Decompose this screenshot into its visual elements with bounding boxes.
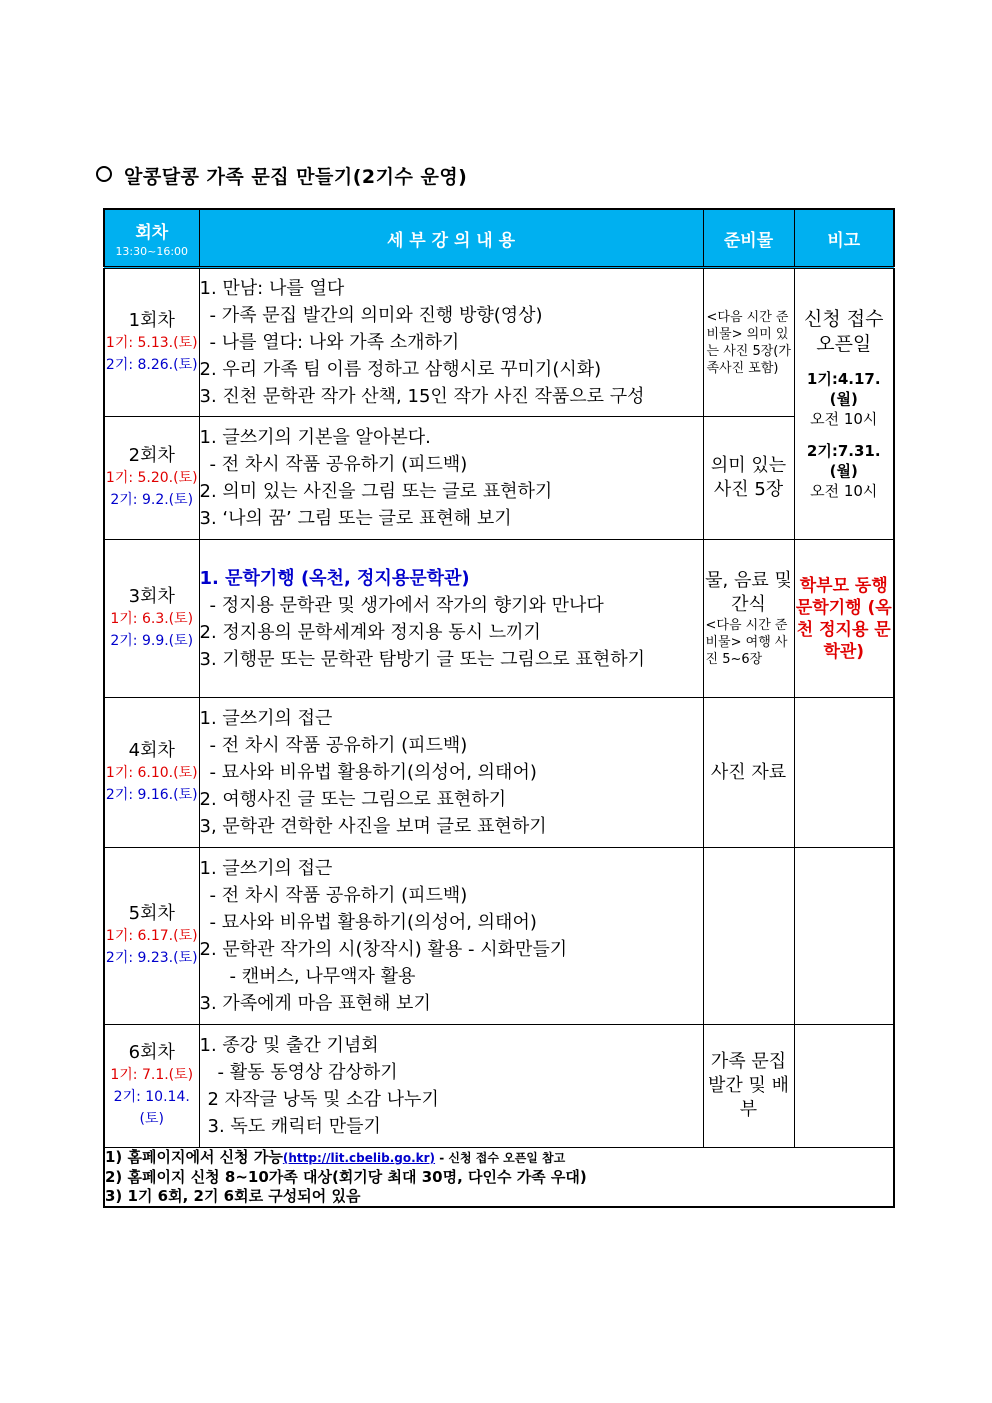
schedule-table xyxy=(103,208,895,1208)
content-line: 1. 종강 및 출간 기념회 xyxy=(199,1035,379,1056)
prep-cell: <다음 시간 준비물> 의미 있는 사진 5장(가족사진 포함) xyxy=(703,268,794,417)
note-cell xyxy=(794,698,894,848)
session-cell xyxy=(104,848,199,1025)
table-row xyxy=(104,848,894,1025)
footer-line-1-text: 1) 홈페이지에서 신청 가능 xyxy=(105,1148,283,1166)
content-line: 1. 만남: 나를 열다 xyxy=(199,278,345,299)
prep-main: 물, 음료 및 간식 xyxy=(705,570,792,615)
open-time-second: 오전 10시 xyxy=(810,482,878,500)
table-row xyxy=(104,1025,894,1148)
table-header-row xyxy=(104,209,894,268)
content-line: 3, 문학관 견학한 사진을 보며 글로 표현하기 xyxy=(199,816,547,837)
content-line: - 정지용 문학관 및 생가에서 작가의 향기와 만나다 xyxy=(209,594,604,616)
session-second-date: 2기: 9.23.(토) xyxy=(105,950,198,966)
note-red: 학부모 동행 문학기행 (옥천 정지용 문학관) xyxy=(795,575,892,662)
content-cell xyxy=(199,848,703,1025)
page-title xyxy=(96,162,467,189)
session-second-date: 2기: 10.14.(토) xyxy=(113,1089,190,1127)
footer-line-2: 2) 홈페이지 신청 8~10가족 대상(회기당 최대 30명, 다인수 가족 우대) xyxy=(105,1168,587,1186)
prep-cell xyxy=(703,848,794,1025)
table-footer-row xyxy=(104,1148,894,1208)
session-first-date: 1기: 5.13.(토) xyxy=(105,334,198,351)
content-cell xyxy=(199,268,703,417)
footer-line-1-note: - 신청 접수 오픈일 참고 xyxy=(435,1151,566,1165)
page-title-text: 알콩달콩 가족 문집 만들기(2기수 운영) xyxy=(124,166,468,188)
session-cell xyxy=(104,698,199,848)
table-row xyxy=(104,540,894,698)
content-line: 2 자작글 낭독 및 소감 나누기 xyxy=(207,1089,439,1110)
content-line: - 전 차시 작품 공유하기 (피드백) xyxy=(209,735,468,756)
content-line: 2. 여행사진 글 또는 그림으로 표현하기 xyxy=(199,789,507,810)
header-session-label: 회차 xyxy=(135,223,169,243)
header-note: 비고 xyxy=(794,209,894,268)
prep-cell: 가족 문집 발간 및 배부 xyxy=(703,1025,794,1148)
content-line: - 전 차시 작품 공유하기 (피드백) xyxy=(209,885,468,906)
table-row xyxy=(104,417,894,540)
session-first-date: 1기: 6.10.(토) xyxy=(105,764,198,781)
content-line: - 나를 열다: 나와 가족 소개하기 xyxy=(209,332,460,353)
session-first-date: 1기: 7.1.(토) xyxy=(110,1067,194,1083)
content-line: 1. 글쓰기의 접근 xyxy=(199,858,333,879)
note-cell xyxy=(794,540,894,698)
session-label: 3회차 xyxy=(128,585,175,607)
content-line: - 가족 문집 발간의 의미와 진행 방향(영상) xyxy=(209,305,543,326)
content-line: 2. 문학관 작가의 시(창작시) 활용 - 시화만들기 xyxy=(199,939,568,960)
header-session xyxy=(104,209,199,268)
session-cell xyxy=(104,1025,199,1148)
content-line: - 묘사와 비유법 활용하기(의성어, 의태어) xyxy=(209,762,537,783)
content-line: 2. 의미 있는 사진을 그림 또는 글로 표현하기 xyxy=(199,481,553,502)
content-line-highlight: 1. 문학기행 (옥천, 정지용문학관) xyxy=(199,567,470,589)
prep-cell: 의미 있는 사진 5장 xyxy=(703,417,794,540)
content-cell xyxy=(199,698,703,848)
content-line: 2. 정지용의 문학세계와 정지용 동시 느끼기 xyxy=(199,621,541,643)
content-line: 1. 글쓰기의 기본을 알아본다. xyxy=(199,427,431,448)
footer-notes xyxy=(104,1148,894,1208)
open-date-title: 신청 접수 오픈일 xyxy=(804,308,884,355)
session-label: 2회차 xyxy=(128,445,175,466)
session-label: 6회차 xyxy=(128,1042,175,1063)
session-label: 1회차 xyxy=(128,309,175,331)
session-first-date: 1기: 6.17.(토) xyxy=(105,928,198,944)
content-line: 3. 가족에게 마음 표현해 보기 xyxy=(199,993,431,1014)
circle-bullet-icon xyxy=(96,166,112,182)
header-prep: 준비물 xyxy=(703,209,794,268)
content-line: 1. 글쓰기의 접근 xyxy=(199,708,333,729)
table-row xyxy=(104,268,894,417)
session-second-date: 2기: 9.16.(토) xyxy=(105,786,198,803)
prep-cell: 사진 자료 xyxy=(703,698,794,848)
content-cell xyxy=(199,1025,703,1148)
session-second-date: 2기: 8.26.(토) xyxy=(105,356,198,373)
session-first-date: 1기: 6.3.(토) xyxy=(110,610,194,627)
prep-sub: <다음 시간 준비물> 여행 사진 5~6장 xyxy=(705,618,788,667)
homepage-link[interactable]: (http://lit.cbelib.go.kr) xyxy=(282,1151,436,1165)
content-cell xyxy=(199,540,703,698)
content-line: - 묘사와 비유법 활용하기(의성어, 의태어) xyxy=(209,912,537,933)
header-content: 세 부 강 의 내 용 xyxy=(199,209,703,268)
open-date-second: 2기:7.31.(월) xyxy=(806,442,881,480)
content-line: 3. ‘나의 꿈’ 그림 또는 글로 표현해 보기 xyxy=(199,508,512,529)
content-line: - 캔버스, 나무액자 활용 xyxy=(229,966,416,987)
content-cell xyxy=(199,417,703,540)
footer-line-1 xyxy=(105,1148,893,1168)
note-cell-open-date xyxy=(794,268,894,540)
table-row xyxy=(104,698,894,848)
prep-cell xyxy=(703,540,794,698)
session-second-date: 2기: 9.2.(토) xyxy=(110,492,194,508)
content-line: - 전 차시 작품 공유하기 (피드백) xyxy=(209,454,468,475)
content-line: 3. 기행문 또는 문학관 탐방기 글 또는 그림으로 표현하기 xyxy=(199,648,645,670)
note-cell xyxy=(794,848,894,1025)
content-line: - 활동 동영상 감상하기 xyxy=(217,1062,398,1083)
session-label: 5회차 xyxy=(128,903,175,924)
session-cell xyxy=(104,540,199,698)
content-line: 3. 진천 문학관 작가 산책, 15인 작가 사진 작품으로 구성 xyxy=(199,386,645,407)
session-cell xyxy=(104,417,199,540)
content-line: 2. 우리 가족 팀 이름 정하고 삼행시로 꾸미기(시화) xyxy=(199,359,602,380)
open-time-first: 오전 10시 xyxy=(810,410,878,428)
open-date-first: 1기:4.17.(월) xyxy=(806,370,881,408)
session-second-date: 2기: 9.9.(토) xyxy=(110,632,194,649)
session-first-date: 1기: 5.20.(토) xyxy=(105,470,198,486)
session-cell xyxy=(104,268,199,417)
footer-line-3: 3) 1기 6회, 2기 6회로 구성되어 있음 xyxy=(105,1187,361,1205)
note-cell xyxy=(794,1025,894,1148)
content-line: 3. 독도 캐릭터 만들기 xyxy=(207,1116,381,1137)
header-session-time: 13:30~16:00 xyxy=(115,245,189,258)
session-label: 4회차 xyxy=(128,739,175,761)
